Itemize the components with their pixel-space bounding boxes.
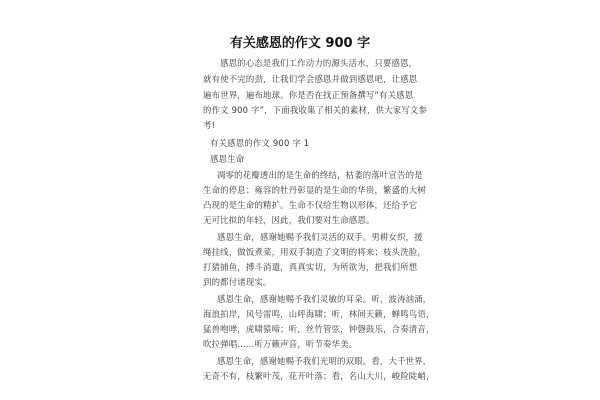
paragraph-line: 感恩生命，感谢她赐予我们灵敏的耳朵。听，波涛汹涌，: [217, 294, 432, 304]
paragraph-line: 的作文 900 字”，下面我收集了相关的素材，供大家写文参: [203, 105, 428, 115]
document-title: 有关感恩的作文 900 字: [229, 36, 371, 51]
paragraph-line: 感恩生命，感谢她赐予我们光明的双眼。看，大千世界，: [217, 356, 432, 366]
paragraph-line: 考!: [203, 120, 216, 130]
paragraph-line: 打猎捕鱼，搏斗消遣，真真实切，为所欲为，把我们所想: [203, 262, 418, 272]
section-heading: 有关感恩的作文 900 字 1: [210, 138, 310, 148]
paragraph-line: 感恩的心态是我们工作动力的源头活水，只要感恩，: [220, 58, 418, 68]
paragraph-line: 遍布世界，遍布地球。你是否在找正预备撰写“有关感恩: [203, 90, 414, 100]
paragraph-line: 感恩生命，感谢她赐予我们灵活的双手。男耕女织，援: [217, 232, 423, 242]
paragraph-line: 海浪拍岸，风号雷鸣，山呼海啸；听，林间天籁，蝉鸣鸟语，: [203, 309, 435, 319]
paragraph-line: 猛兽咆哮，虎啸猿啼；听，丝竹管弦，钟磬鼓乐，合奏清音，: [203, 324, 435, 334]
paragraph-line: 凸现的是生命的精扩。生命不仅给生物以形体，还给予它: [203, 200, 418, 210]
paragraph-line: 凋零的花瓣透出的是生命的终结，枯萎的落叶宣告的是: [217, 170, 423, 180]
paragraph-line: 就有使不完的劲，让我们学会感恩并做到感恩吧，让感恩: [203, 74, 418, 84]
paragraph-line: 吹拉弹唱……听万籁声音，听节奏华美。: [203, 339, 358, 349]
paragraph-line: 绳挂线，做饭煮菜，用双手制造了文明的将来；枝头洗脸，: [203, 247, 426, 257]
paragraph-line: 到的都付诸现实。: [203, 277, 272, 287]
paragraph-line: 无奇不有，枝繁叶茂，花开叶落；看，名山大川，峻险陡峭，: [203, 371, 435, 381]
paragraph-line: 无可比拟的年轻，因此，我们要对生命感恩。: [203, 215, 375, 225]
paragraph-line: 生命的停息；雍容的牡丹彰显的是生命的华贵，繁盛的大树: [203, 185, 426, 195]
subsection-heading: 感恩生命: [210, 154, 245, 164]
